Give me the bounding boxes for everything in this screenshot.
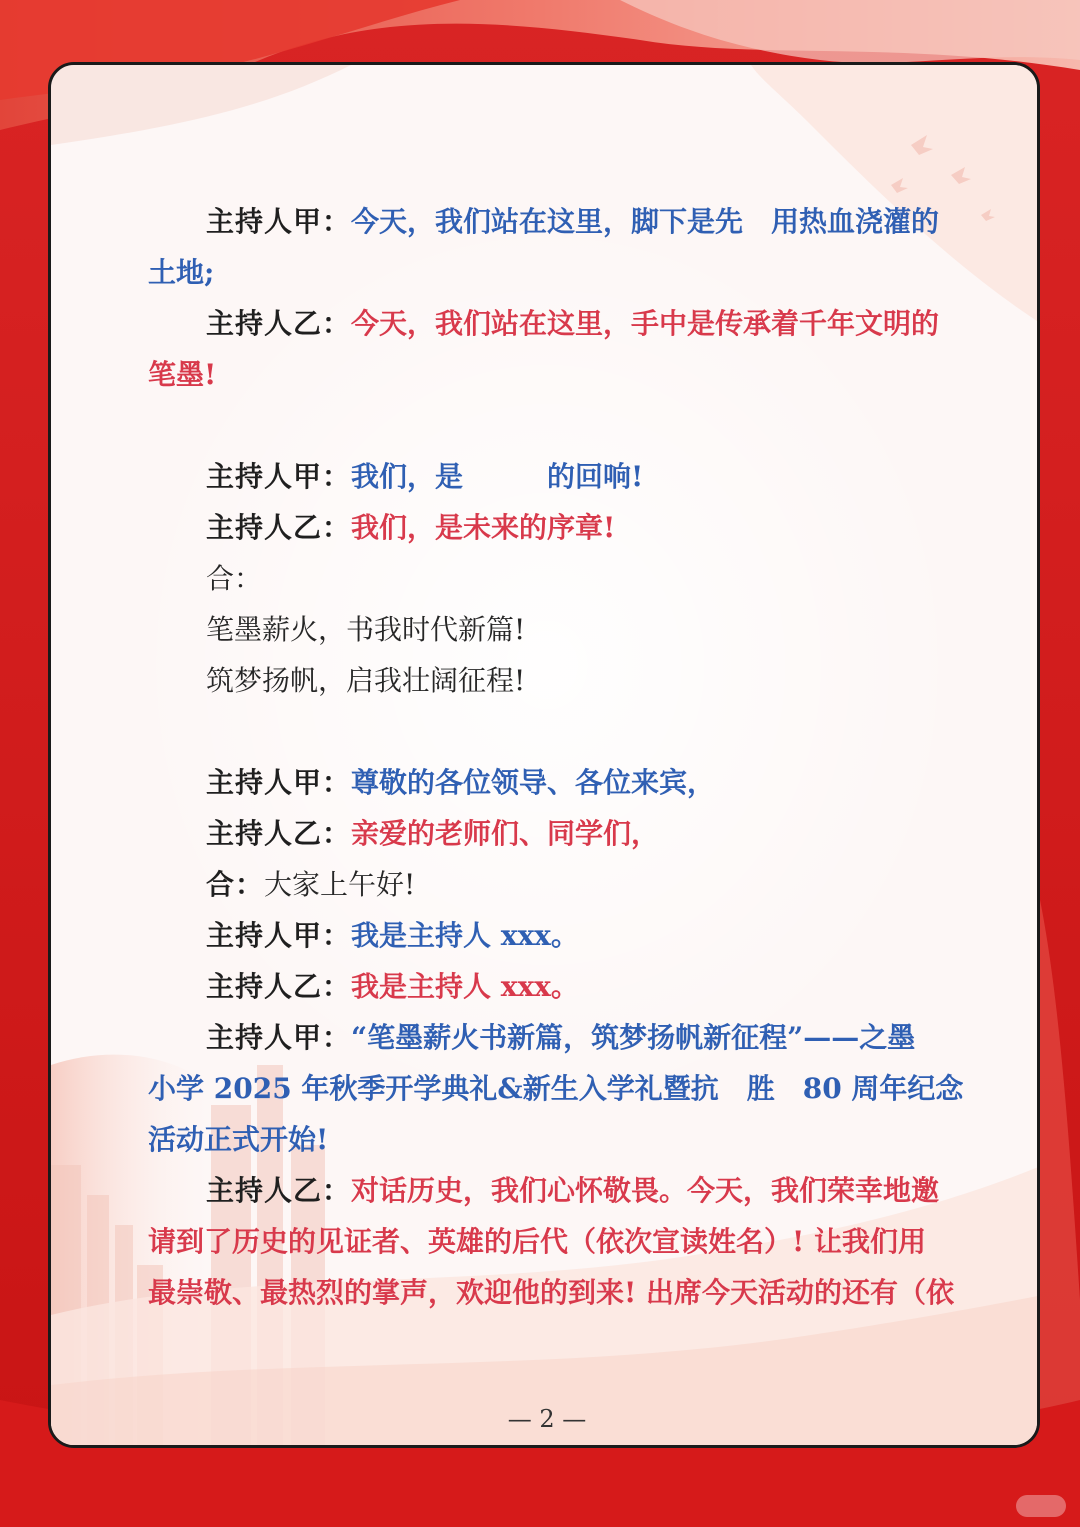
dialogue-line	[148, 247, 948, 298]
dialogue-line	[148, 1216, 948, 1267]
speaker-b-text: 亲爱的老师们、同学们，	[351, 817, 660, 850]
dialogue-line	[148, 1267, 955, 1318]
speaker-label: 主持人乙：	[206, 817, 352, 850]
speaker-a-text: 尊敬的各位领导、各位来宾，	[351, 766, 716, 799]
speaker-a-text: 活动正式开始!	[148, 1123, 329, 1156]
speaker-label: 主持人甲：	[206, 1021, 352, 1054]
speaker-a-text: 我是主持人 xxx。	[351, 919, 579, 952]
dialogue-line	[148, 451, 948, 502]
speaker-label: 主持人甲：	[206, 919, 352, 952]
paragraph-gap	[148, 706, 948, 757]
dialogue-line	[148, 808, 948, 859]
speaker-label: 主持人乙：	[206, 511, 352, 544]
chorus-label: 合：	[206, 562, 263, 595]
dialogue-line	[148, 757, 948, 808]
dialogue-line	[148, 196, 948, 247]
chorus-line: 笔墨薪火，书我时代新篇!	[206, 613, 526, 646]
speaker-b-text: 最崇敬、最热烈的掌声，欢迎他的到来! 出席今天活动的还有（依	[148, 1276, 955, 1309]
dialogue-line	[148, 910, 948, 961]
speaker-b-text: 笔墨!	[148, 358, 217, 391]
document-page	[48, 62, 1040, 1448]
speaker-label: 主持人甲：	[206, 205, 352, 238]
page-number: — 2 —	[507, 1405, 587, 1433]
speaker-a-text: 今天，我们站在这里，脚下是先 用热血浇灌的	[351, 205, 940, 238]
speaker-b-text: 我是主持人 xxx。	[351, 970, 579, 1003]
speaker-b-text: 我们，是未来的序章!	[351, 511, 616, 544]
dialogue-line	[148, 1063, 964, 1114]
dialogue-line	[148, 859, 948, 910]
dialogue-line	[148, 298, 948, 349]
script-text	[148, 196, 964, 1318]
speaker-label: 主持人乙：	[206, 307, 352, 340]
speaker-label: 主持人乙：	[206, 1174, 352, 1207]
chorus-text: 大家上午好!	[264, 868, 416, 901]
speaker-a-text: 土地;	[148, 256, 215, 289]
chorus-line: 筑梦扬帆，启我壮阔征程!	[206, 664, 526, 697]
speaker-label: 主持人甲：	[206, 766, 352, 799]
watermark-badge	[1016, 1495, 1066, 1517]
dialogue-line	[148, 502, 948, 553]
paragraph-gap	[148, 400, 948, 451]
speaker-b-text: 对话历史，我们心怀敬畏。今天，我们荣幸地邀	[351, 1174, 940, 1207]
speaker-b-text: 今天，我们站在这里，手中是传承着千年文明的	[351, 307, 940, 340]
dialogue-line	[148, 349, 948, 400]
dialogue-line	[148, 1165, 948, 1216]
dialogue-line	[148, 1114, 948, 1165]
speaker-a-text: “笔墨薪火书新篇，筑梦扬帆新征程”——之墨	[351, 1021, 916, 1054]
speaker-label: 主持人乙：	[206, 970, 352, 1003]
speaker-label: 主持人甲：	[206, 460, 352, 493]
dialogue-line	[148, 1012, 948, 1063]
speaker-b-text: 请到了历史的见证者、英雄的后代（依次宣读姓名）! 让我们用	[148, 1225, 927, 1258]
dialogue-line	[148, 961, 948, 1012]
speaker-label: 合：	[206, 868, 265, 901]
speaker-a-text: 我们，是 的回响!	[351, 460, 644, 493]
speaker-a-text: 小学 2025 年秋季开学典礼&新生入学礼暨抗 胜 80 周年纪念	[148, 1072, 964, 1105]
